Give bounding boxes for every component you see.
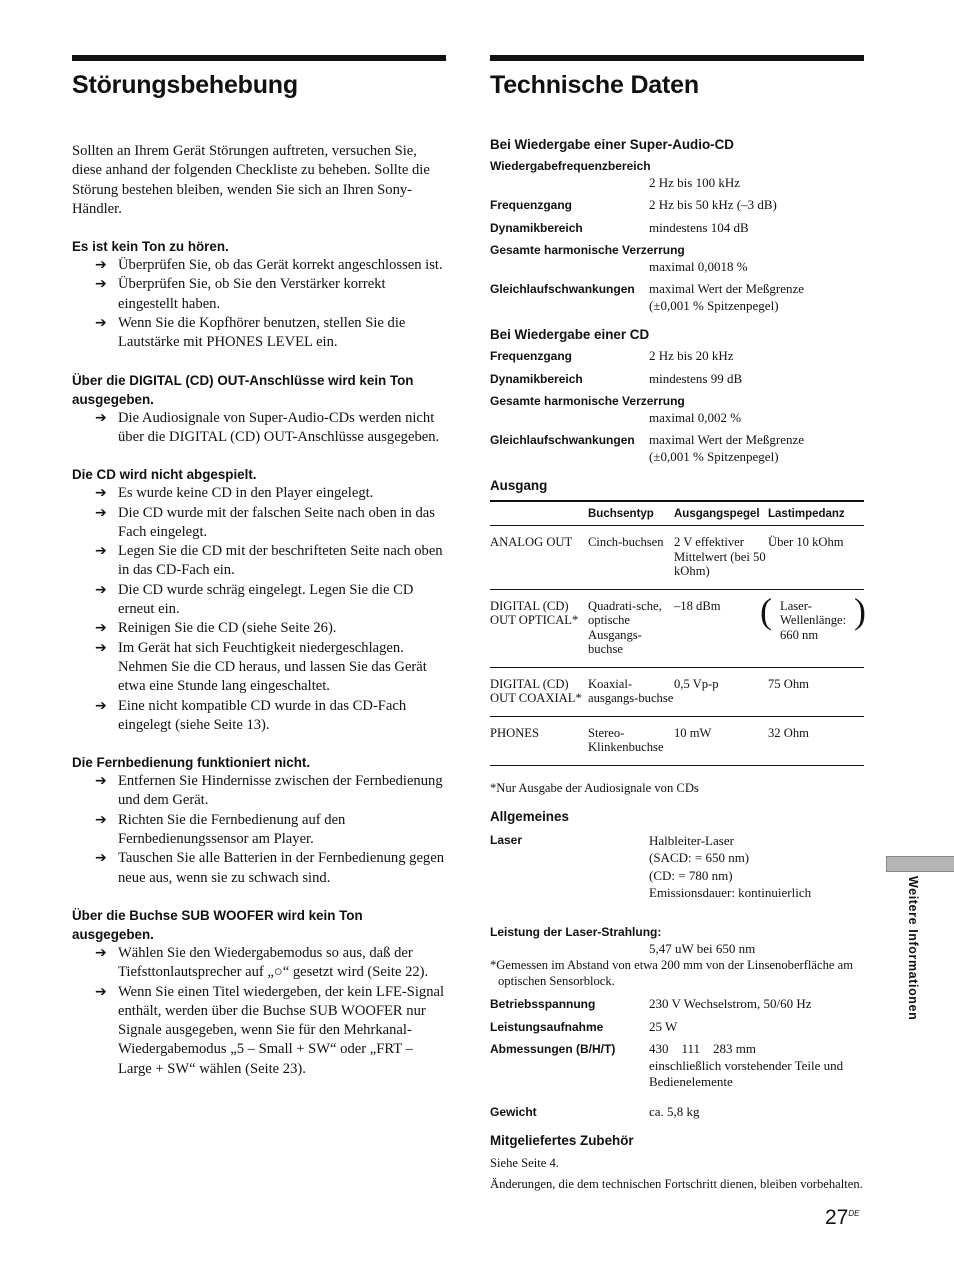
output-name: DIGITAL (CD) OUT COAXIAL* [490, 667, 588, 716]
arrow-right-icon: ➔ [95, 811, 107, 828]
spec-value [649, 432, 864, 465]
arrow-right-icon: ➔ [95, 773, 107, 790]
output-load: 32 Ohm [768, 716, 864, 765]
output-type: Quadrati-sche, optische Ausgangs-buchse [588, 589, 674, 667]
trouble-section [72, 906, 446, 1079]
arrow-right-icon: ➔ [95, 409, 107, 426]
remedy-text: Eine nicht kompatible CD wurde in das CD-Fach eingelegt (siehe Seite 13). [118, 697, 407, 733]
cd-specs [490, 348, 864, 465]
output-table [490, 500, 864, 766]
remedy-item [72, 484, 446, 503]
arrow-right-icon: ➔ [95, 850, 107, 867]
remedy-text: Es wurde keine CD in den Player eingelegt. [118, 485, 374, 502]
remedy-text: Wenn Sie die Kopfhörer benutzen, stellen Sie die Lautstärke mit PHONES LEVEL ein. [118, 315, 406, 351]
spec-label: Frequenzgang [490, 198, 573, 212]
section-tab [886, 856, 954, 872]
spec-label: Gewicht [490, 1104, 537, 1119]
spec-value [649, 281, 864, 314]
table-row [490, 716, 864, 765]
spec-value: 25 W [649, 1018, 678, 1034]
remedy-item [72, 256, 446, 275]
output-name: ANALOG OUT [490, 526, 588, 590]
specifications-title: Technische Daten [490, 71, 699, 99]
output-level: 0,5 Vp-p [674, 667, 768, 716]
spec-label: Gesamte harmonische Verzerrung [490, 243, 685, 257]
output-name: PHONES [490, 716, 588, 765]
output-type: Koaxial-ausgangs-buchse [588, 667, 674, 716]
remedy-item [72, 409, 446, 448]
spec-value-line: einschließlich vorstehender Teile und Bedienelemente [649, 1057, 844, 1089]
output-level: 10 mW [674, 716, 768, 765]
table-row [490, 667, 864, 716]
remedy-text: Die Audiosignale von Super-Audio-CDs werden nicht über die DIGITAL (CD) OUT-Anschlüsse ausgegeben. [118, 409, 440, 445]
remedy-item [72, 983, 446, 1079]
spec-value: 5,47 uW bei 650 nm [649, 940, 756, 956]
trouble-heading: Die CD wird nicht abgespielt. [72, 467, 257, 483]
spec-value [649, 1041, 864, 1091]
trouble-section [72, 753, 446, 888]
remedy-text: Tauschen Sie alle Batterien in der Fernbedienung gegen neue aus, wenn sie zu schwach sind. [118, 850, 445, 886]
remedy-text: Überprüfen Sie, ob Sie den Verstärker korrekt eingestellt haben. [118, 276, 386, 312]
output-name: DIGITAL (CD) OUT OPTICAL* [490, 589, 588, 667]
arrow-right-icon: ➔ [95, 485, 107, 502]
wavelength-parenthetical: ( Laser-Wellenlänge: 660 nm ) [768, 599, 864, 643]
remedy-text: Überprüfen Sie, ob das Gerät korrekt angeschlossen ist. [118, 257, 443, 274]
column-header [490, 501, 588, 526]
spec-label: Gesamte harmonische Verzerrung [490, 394, 685, 408]
sacd-specs [490, 158, 864, 314]
remedy-text: Richten Sie die Fernbedienung auf den Fernbedienungssensor am Player. [118, 811, 346, 848]
remedy-item [72, 849, 446, 888]
spec-value: 2 Hz bis 100 kHz [649, 174, 740, 190]
spec-row [490, 1104, 864, 1121]
column-header: Buchsentyp [588, 501, 674, 526]
spec-value: mindestens 104 dB [649, 219, 749, 235]
accessories-heading: Mitgeliefertes Zubehör [490, 1133, 634, 1148]
arrow-right-icon: ➔ [95, 944, 107, 961]
spec-label: Dynamikbereich [490, 371, 583, 386]
trouble-section [72, 237, 446, 352]
arrow-right-icon: ➔ [95, 276, 107, 293]
output-load: Über 10 kOhm [768, 526, 864, 590]
spec-value: 2 Hz bis 20 kHz [649, 348, 734, 363]
troubleshooting-column [72, 55, 446, 1079]
output-type: Cinch-buchsen [588, 526, 674, 590]
trouble-heading: Über die Buchse SUB WOOFER wird kein Ton ausgegeben. [72, 907, 363, 942]
troubleshooting-intro: Sollten an Ihrem Gerät Störungen auftreten, versuchen Sie, diese anhand der folgenden Checkliste zu beheben. Sollte die Störung bestehen bleiben, wenden Sie sich an Ihren Sony-Händler. [72, 143, 430, 217]
trouble-heading: Über die DIGITAL (CD) OUT-Anschlüsse wird kein Ton ausgegeben. [72, 372, 414, 407]
remedy-text: Die CD wurde mit der falschen Seite nach oben in das Fach eingelegt. [118, 504, 435, 540]
spec-value: 230 V Wechselstrom, 50/60 Hz [649, 996, 812, 1011]
spec-label: Abmessungen (B/H/T) [490, 1042, 616, 1056]
trouble-heading: Es ist kein Ton zu hören. [72, 239, 229, 255]
output-table-header [490, 501, 864, 526]
arrow-right-icon: ➔ [95, 543, 107, 560]
troubleshooting-title: Störungsbehebung [72, 71, 298, 99]
accessories-text: Siehe Seite 4. [490, 1156, 559, 1170]
column-header: Lastimpedanz [768, 501, 864, 526]
arrow-right-icon: ➔ [95, 983, 107, 1000]
remedy-item [72, 697, 446, 736]
specifications-column [490, 55, 864, 1192]
spec-value-line: (SACD: = 650 nm) [649, 850, 750, 865]
laser-note: *Gemessen im Abstand von etwa 200 mm von der Linsenoberfläche am optischen Sensorblock. [490, 958, 854, 988]
spec-value-line: (±0,001 % Spitzenpegel) [649, 297, 779, 313]
spec-value-line: Halbleiter-Laser [649, 832, 734, 848]
spec-label: Betriebsspannung [490, 997, 596, 1011]
remedy-item [72, 772, 446, 811]
spec-row [490, 281, 864, 314]
remedy-item [72, 811, 446, 850]
column-header: Ausgangspegel [674, 501, 768, 526]
spec-label: Frequenzgang [490, 349, 573, 363]
remedy-text: Entfernen Sie Hindernisse zwischen der Fernbedienung und dem Gerät. [118, 773, 443, 809]
spec-value-line: 430 111 283 mm [649, 1041, 757, 1056]
cd-heading: Bei Wiedergabe einer CD [490, 327, 650, 342]
output-level: –18 dBm [674, 589, 768, 667]
arrow-right-icon: ➔ [95, 581, 107, 598]
spec-label: Gleichlaufschwankungen [490, 282, 635, 296]
spec-value [649, 832, 864, 902]
output-load [768, 589, 864, 667]
title-rule [72, 55, 446, 61]
spec-value: maximal 0,0018 % [649, 258, 748, 274]
spec-row [490, 1019, 864, 1036]
spec-row [490, 371, 864, 388]
output-footnote: *Nur Ausgabe der Audiosignale von CDs [490, 780, 699, 795]
spec-value: 2 Hz bis 50 kHz (–3 dB) [649, 197, 777, 212]
change-notice: Änderungen, die dem technischen Fortschritt dienen, bleiben vorbehalten. [490, 1177, 863, 1191]
spec-row [490, 432, 864, 465]
spec-row [490, 832, 864, 919]
remedy-text: Im Gerät hat sich Feuchtigkeit niedergeschlagen. Nehmen Sie die CD heraus, und lassen Sie das Gerät etwa eine Stunde lang eingeschaltet. [118, 639, 427, 695]
output-type: Stereo-Klinkenbuchse [588, 716, 674, 765]
remedy-item [72, 504, 446, 543]
spec-row [490, 996, 864, 1013]
trouble-section [72, 465, 446, 735]
spec-row [490, 348, 864, 365]
arrow-right-icon: ➔ [95, 697, 107, 714]
remedy-item [72, 542, 446, 581]
trouble-section [72, 371, 446, 448]
output-level: 2 V effektiver Mittelwert (bei 50 kOhm) [674, 526, 768, 590]
spec-label: Dynamikbereich [490, 220, 583, 235]
trouble-heading: Die Fernbedienung funktioniert nicht. [72, 755, 311, 771]
remedy-text: Reinigen Sie die CD (siehe Seite 26). [118, 620, 337, 637]
spec-value: maximal 0,002 % [649, 409, 742, 425]
general-heading: Allgemeines [490, 808, 569, 824]
section-side-label: Weitere Informationen [906, 876, 920, 1021]
spec-label: Gleichlaufschwankungen [490, 433, 635, 447]
remedy-text: Wenn Sie einen Titel wiedergeben, der kein LFE-Signal enthält, werden über die Buchse SUB WOOFER nur Signale ausgegeben, wenn Sie für den Mehrkanal-Wiedergabemodus „5 – Small + SW“ oder „FRT – Large + SW“ wählen (Seite 23). [118, 983, 445, 1077]
arrow-right-icon: ➔ [95, 315, 107, 332]
sacd-heading: Bei Wiedergabe einer Super-Audio-CD [490, 137, 734, 152]
remedy-item [72, 619, 446, 638]
spec-value-line: maximal Wert der Meßgrenze [649, 281, 805, 296]
spec-row [490, 1041, 864, 1098]
page-number-value: 27 [825, 1206, 849, 1229]
spec-value: mindestens 99 dB [649, 370, 743, 386]
remedy-item [72, 275, 446, 314]
spec-label: Leistung der Laser-Strahlung: [490, 925, 662, 939]
spec-value-line: (±0,001 % Spitzenpegel) [649, 448, 779, 464]
remedy-item [72, 581, 446, 620]
troubleshooting-sections [72, 237, 446, 1079]
spec-value-line: (CD: = 780 nm) [649, 867, 733, 883]
page-number [825, 1206, 859, 1230]
table-row [490, 589, 864, 667]
remedy-text: Legen Sie die CD mit der beschrifteten Seite nach oben in das CD-Fach ein. [118, 543, 443, 579]
remedy-item [72, 639, 446, 697]
spec-value: ca. 5,8 kg [649, 1103, 700, 1119]
remedy-text: Die CD wurde schräg eingelegt. Legen Sie die CD erneut ein. [118, 581, 414, 618]
spec-row [490, 197, 864, 214]
spec-label: Wiedergabefrequenzbereich [490, 159, 651, 173]
spec-value-line: maximal Wert der Meßgrenze [649, 432, 805, 447]
remedy-item [72, 314, 446, 353]
spec-row [490, 220, 864, 237]
remedy-item [72, 944, 446, 983]
title-rule [490, 55, 864, 61]
spec-value-line: Emissionsdauer: kontinuierlich [649, 885, 812, 900]
arrow-right-icon: ➔ [95, 257, 107, 274]
table-row [490, 526, 864, 590]
arrow-right-icon: ➔ [95, 620, 107, 637]
page-language-code: DE [848, 1209, 860, 1218]
output-load: 75 Ohm [768, 667, 864, 716]
output-heading: Ausgang [490, 478, 548, 493]
arrow-right-icon: ➔ [95, 639, 107, 656]
spec-label: Leistungsaufnahme [490, 1019, 604, 1034]
arrow-right-icon: ➔ [95, 504, 107, 521]
remedy-text: Wählen Sie den Wiedergabemodus so aus, daß der Tiefsttonlautsprecher auf „○“ gesetzt wird (Seite 22). [118, 944, 429, 981]
spec-label: Laser [490, 832, 523, 847]
